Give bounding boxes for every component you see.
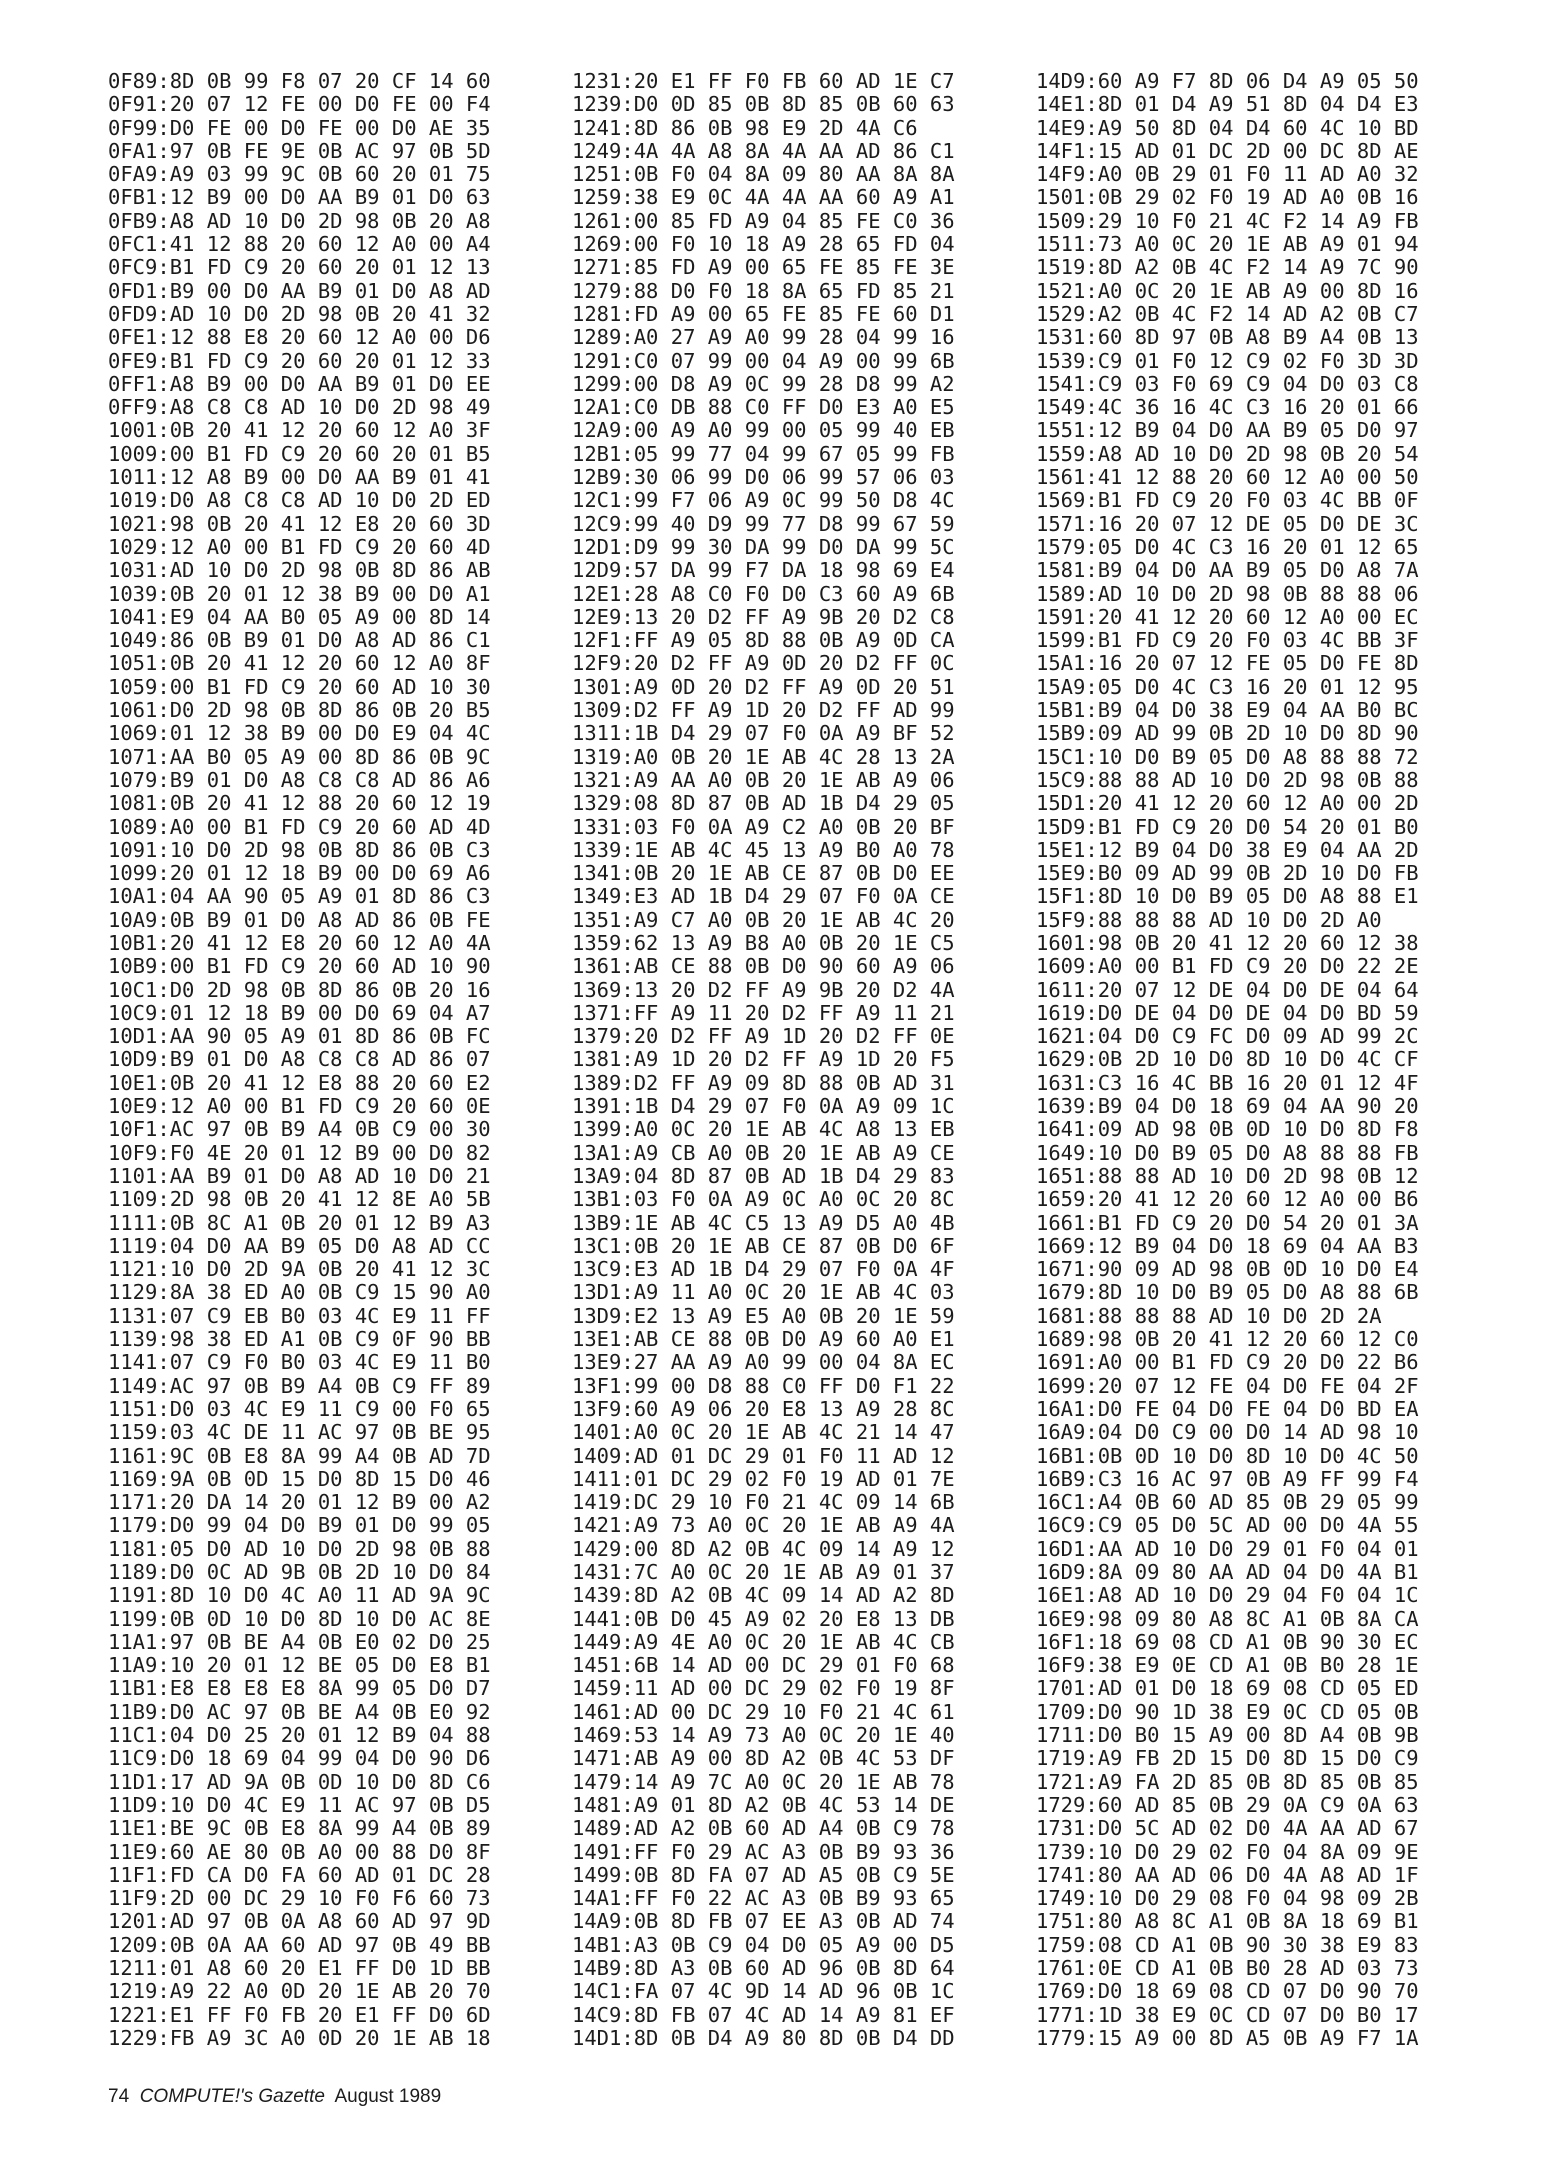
listing-line: 11D9:10 D0 4C E9 11 AC 97 0B D5 [108,1792,491,1817]
listing-line: 10D9:B9 01 D0 A8 C8 C8 AD 86 07 [108,1047,491,1072]
listing-line: 1521:A0 0C 20 1E AB A9 00 8D 16 [1036,278,1419,303]
listing-line: 12E9:13 20 D2 FF A9 9B 20 D2 C8 [572,604,955,629]
listing-line: 1629:0B 2D 10 D0 8D 10 D0 4C CF [1036,1047,1419,1072]
listing-line: 16C9:C9 05 D0 5C AD 00 D0 4A 55 [1036,1513,1419,1538]
listing-line: 1189:D0 0C AD 9B 0B 2D 10 D0 84 [108,1560,491,1584]
listing-column-1 [108,70,491,2050]
listing-line: 16B1:0B 0D 10 D0 8D 10 D0 4C 50 [1036,1443,1419,1468]
listing-line: 15F9:88 88 88 AD 10 D0 2D A0 [1036,907,1382,932]
listing-line: 1001:0B 20 41 12 20 60 12 A0 3F [108,418,491,443]
listing-line: 1059:00 B1 FD C9 20 60 AD 10 30 [108,674,491,699]
listing-line: 1769:D0 18 69 08 CD 07 D0 90 70 [1036,1979,1419,2004]
listing-line: 1259:38 E9 0C 4A 4A AA 60 A9 A1 [572,185,955,210]
listing-line: 12D9:57 DA 99 F7 DA 18 98 69 E4 [572,558,955,583]
listing-line: 15B9:09 AD 99 0B 2D 10 D0 8D 90 [1036,721,1419,746]
listing-line: 10E9:12 A0 00 B1 FD C9 20 60 0E [108,1094,491,1119]
listing-line: 14B9:8D A3 0B 60 AD 96 0B 8D 64 [572,1956,955,1981]
listing-line: 1691:A0 00 B1 FD C9 20 D0 22 B6 [1036,1350,1419,1375]
listing-line: 1199:0B 0D 10 D0 8D 10 D0 AC 8E [108,1606,491,1631]
listing-line: 1431:7C A0 0C 20 1E AB A9 01 37 [572,1560,955,1584]
listing-line: 0FE9:B1 FD C9 20 60 20 01 12 33 [108,348,491,373]
listing-line: 1179:D0 99 04 D0 B9 01 D0 99 05 [108,1513,491,1538]
listing-line: 10B1:20 41 12 E8 20 60 12 A0 4A [108,930,491,955]
listing-line: 13B1:03 F0 0A A9 0C A0 0C 20 8C [572,1187,955,1212]
listing-line: 13F1:99 00 D8 88 C0 FF D0 F1 22 [572,1373,955,1398]
listing-line: 10A1:04 AA 90 05 A9 01 8D 86 C3 [108,884,491,909]
listing-line: 16D1:AA AD 10 D0 29 01 F0 04 01 [1036,1536,1419,1561]
listing-line: 14A1:FF F0 22 AC A3 0B B9 93 65 [572,1886,955,1911]
listing-line: 0F91:20 07 12 FE 00 D0 FE 00 F4 [108,92,491,117]
listing-line: 14B1:A3 0B C9 04 D0 05 A9 00 D5 [572,1932,955,1957]
listing-line: 1011:12 A8 B9 00 D0 AA B9 01 41 [108,465,491,490]
listing-line: 1701:AD 01 D0 18 69 08 CD 05 ED [1036,1676,1419,1701]
listing-line: 11B1:E8 E8 E8 E8 8A 99 05 D0 D7 [108,1676,491,1701]
listing-line: 0FA1:97 0B FE 9E 0B AC 97 0B 5D [108,138,491,163]
listing-line: 12F9:20 D2 FF A9 0D 20 D2 FF 0C [572,651,955,676]
listing-line: 11E9:60 AE 80 0B A0 00 88 D0 8F [108,1839,491,1864]
listing-line: 1149:AC 97 0B B9 A4 0B C9 FF 89 [108,1373,491,1398]
listing-line: 15D1:20 41 12 20 60 12 A0 00 2D [1036,791,1419,816]
listing-line: 0F99:D0 FE 00 D0 FE 00 D0 AE 35 [108,115,491,140]
listing-line: 1751:80 A8 8C A1 0B 8A 18 69 B1 [1036,1909,1419,1934]
listing-line: 1641:09 AD 98 0B 0D 10 D0 8D F8 [1036,1117,1419,1142]
listing-line: 1399:A0 0C 20 1E AB 4C A8 13 EB [572,1117,955,1142]
listing-line: 16D9:8A 09 80 AA AD 04 D0 4A B1 [1036,1560,1419,1584]
listing-line: 1239:D0 0D 85 0B 8D 85 0B 60 63 [572,92,955,117]
listing-line: 1679:8D 10 D0 B9 05 D0 A8 88 6B [1036,1280,1419,1305]
listing-line: 15C1:10 D0 B9 05 D0 A8 88 88 72 [1036,744,1419,769]
listing-line: 1089:A0 00 B1 FD C9 20 60 AD 4D [108,814,491,839]
listing-line: 14D9:60 A9 F7 8D 06 D4 A9 05 50 [1036,69,1419,93]
listing-line: 15F1:8D 10 D0 B9 05 D0 A8 88 E1 [1036,884,1419,909]
listing-line: 1711:D0 B0 15 A9 00 8D A4 0B 9B [1036,1723,1419,1748]
listing-line: 1319:A0 0B 20 1E AB 4C 28 13 2A [572,744,955,769]
listing-line: 1301:A9 0D 20 D2 FF A9 0D 20 51 [572,674,955,699]
listing-line: 14F1:15 AD 01 DC 2D 00 DC 8D AE [1036,138,1419,163]
listing-line: 1389:D2 FF A9 09 8D 88 0B AD 31 [572,1070,955,1095]
magazine-title: COMPUTE!'s Gazette [139,2086,325,2107]
listing-line: 1529:A2 0B 4C F2 14 AD A2 0B C7 [1036,301,1419,326]
listing-line: 1219:A9 22 A0 0D 20 1E AB 20 70 [108,1979,491,2004]
listing-line: 1599:B1 FD C9 20 F0 03 4C BB 3F [1036,628,1419,653]
listing-line: 12A9:00 A9 A0 99 00 05 99 40 EB [572,418,955,443]
listing-line: 11D1:17 AD 9A 0B 0D 10 D0 8D C6 [108,1769,491,1794]
listing-line: 10C9:01 12 18 B9 00 D0 69 04 A7 [108,1000,491,1025]
listing-line: 1289:A0 27 A9 A0 99 28 04 99 16 [572,325,955,350]
listing-line: 1779:15 A9 00 8D A5 0B A9 F7 1A [1036,2025,1419,2050]
listing-line: 12B9:30 06 99 D0 06 99 57 06 03 [572,465,955,490]
listing-line: 1329:08 8D 87 0B AD 1B D4 29 05 [572,791,955,816]
listing-line: 1261:00 85 FD A9 04 85 FE C0 36 [572,208,955,233]
listing-line: 10B9:00 B1 FD C9 20 60 AD 10 90 [108,954,491,979]
listing-line: 10A9:0B B9 01 D0 A8 AD 86 0B FE [108,907,491,932]
listing-line: 1069:01 12 38 B9 00 D0 E9 04 4C [108,721,491,746]
listing-line: 1349:E3 AD 1B D4 29 07 F0 0A CE [572,884,955,909]
listing-line: 1129:8A 38 ED A0 0B C9 15 90 A0 [108,1280,491,1305]
listing-line: 1371:FF A9 11 20 D2 FF A9 11 21 [572,1000,955,1025]
listing-line: 1511:73 A0 0C 20 1E AB A9 01 94 [1036,232,1419,257]
listing-line: 1469:53 14 A9 73 A0 0C 20 1E 40 [572,1723,955,1748]
listing-line: 16E9:98 09 80 A8 8C A1 0B 8A CA [1036,1606,1419,1631]
listing-line: 16A9:04 D0 C9 00 D0 14 AD 98 10 [1036,1420,1419,1445]
listing-line: 1169:9A 0B 0D 15 D0 8D 15 D0 46 [108,1466,491,1491]
listing-line: 1369:13 20 D2 FF A9 9B 20 D2 4A [572,977,955,1002]
listing-line: 1049:86 0B B9 01 D0 A8 AD 86 C1 [108,628,491,653]
listing-line: 13E1:AB CE 88 0B D0 A9 60 A0 E1 [572,1327,955,1352]
listing-line: 11B9:D0 AC 97 0B BE A4 0B E0 92 [108,1699,491,1724]
listing-line: 1019:D0 A8 C8 C8 AD 10 D0 2D ED [108,488,491,513]
listing-line: 1669:12 B9 04 D0 18 69 04 AA B3 [1036,1233,1419,1258]
listing-line: 0FF9:A8 C8 C8 AD 10 D0 2D 98 49 [108,395,491,420]
listing-line: 1591:20 41 12 20 60 12 A0 00 EC [1036,604,1419,629]
listing-line: 0FF1:A8 B9 00 D0 AA B9 01 D0 EE [108,371,491,396]
listing-line: 1571:16 20 07 12 DE 05 D0 DE 3C [1036,511,1419,536]
listing-line: 16F1:18 69 08 CD A1 0B 90 30 EC [1036,1629,1419,1654]
listing-line: 1061:D0 2D 98 0B 8D 86 0B 20 B5 [108,698,491,723]
listing-line: 0FB9:A8 AD 10 D0 2D 98 0B 20 A8 [108,208,491,233]
listing-line: 1549:4C 36 16 4C C3 16 20 01 66 [1036,395,1419,420]
listing-line: 1721:A9 FA 2D 85 0B 8D 85 0B 85 [1036,1769,1419,1794]
listing-line: 1209:0B 0A AA 60 AD 97 0B 49 BB [108,1932,491,1957]
listing-line: 11F9:2D 00 DC 29 10 F0 F6 60 73 [108,1886,491,1911]
listing-line: 1031:AD 10 D0 2D 98 0B 8D 86 AB [108,558,491,583]
listing-line: 12C9:99 40 D9 99 77 D8 99 67 59 [572,511,955,536]
listing-line: 13A9:04 8D 87 0B AD 1B D4 29 83 [572,1163,955,1188]
listing-line: 1481:A9 01 8D A2 0B 4C 53 14 DE [572,1792,955,1817]
listing-line: 1759:08 CD A1 0B 90 30 38 E9 83 [1036,1932,1419,1957]
listing-line: 1359:62 13 A9 B8 A0 0B 20 1E C5 [572,930,955,955]
listing-line: 1581:B9 04 D0 AA B9 05 D0 A8 7A [1036,558,1419,583]
listing-line: 14C1:FA 07 4C 9D 14 AD 96 0B 1C [572,1979,955,2004]
listing-line: 1271:85 FD A9 00 65 FE 85 FE 3E [572,255,955,280]
listing-line: 14A9:0B 8D FB 07 EE A3 0B AD 74 [572,1909,955,1934]
listing-line: 1551:12 B9 04 D0 AA B9 05 D0 97 [1036,418,1419,443]
listing-line: 1009:00 B1 FD C9 20 60 20 01 B5 [108,441,491,466]
listing-line: 12B1:05 99 77 04 99 67 05 99 FB [572,441,955,466]
listing-line: 1139:98 38 ED A1 0B C9 0F 90 BB [108,1327,491,1352]
listing-line: 15A9:05 D0 4C C3 16 20 01 12 95 [1036,674,1419,699]
listing-line: 1519:8D A2 0B 4C F2 14 A9 7C 90 [1036,255,1419,280]
listing-line: 1439:8D A2 0B 4C 09 14 AD A2 8D [572,1583,955,1608]
listing-line: 1651:88 88 AD 10 D0 2D 98 0B 12 [1036,1163,1419,1188]
listing-line: 1619:D0 DE 04 D0 DE 04 D0 BD 59 [1036,1000,1419,1025]
listing-line: 1269:00 F0 10 18 A9 28 65 FD 04 [572,232,955,257]
listing-line: 15B1:B9 04 D0 38 E9 04 AA B0 BC [1036,698,1419,723]
listing-line: 1561:41 12 88 20 60 12 A0 00 50 [1036,465,1419,490]
listing-line: 1181:05 D0 AD 10 D0 2D 98 0B 88 [108,1536,491,1561]
listing-line: 1771:1D 38 E9 0C CD 07 D0 B0 17 [1036,2002,1419,2027]
listing-line: 1559:A8 AD 10 D0 2D 98 0B 20 54 [1036,441,1419,466]
listing-line: 1609:A0 00 B1 FD C9 20 D0 22 2E [1036,954,1419,979]
listing-line: 1689:98 0B 20 41 12 20 60 12 C0 [1036,1327,1419,1352]
listing-line: 1051:0B 20 41 12 20 60 12 A0 8F [108,651,491,676]
listing-line: 1411:01 DC 29 02 F0 19 AD 01 7E [572,1466,955,1491]
listing-line: 1441:0B D0 45 A9 02 20 E8 13 DB [572,1606,955,1631]
listing-line: 1099:20 01 12 18 B9 00 D0 69 A6 [108,861,491,886]
listing-line: 1579:05 D0 4C C3 16 20 01 12 65 [1036,534,1419,559]
listing-line: 1109:2D 98 0B 20 41 12 8E A0 5B [108,1187,491,1212]
listing-line: 1501:0B 29 02 F0 19 AD A0 0B 16 [1036,185,1419,210]
listing-line: 1729:60 AD 85 0B 29 0A C9 0A 63 [1036,1792,1419,1817]
listing-line: 13A1:A9 CB A0 0B 20 1E AB A9 CE [572,1140,955,1165]
listing-line: 13D1:A9 11 A0 0C 20 1E AB 4C 03 [572,1280,955,1305]
listing-line: 1221:E1 FF F0 FB 20 E1 FF D0 6D [108,2002,491,2027]
listing-line: 11A1:97 0B BE A4 0B E0 02 D0 25 [108,1629,491,1654]
listing-line: 15C9:88 88 AD 10 D0 2D 98 0B 88 [1036,767,1419,792]
listing-line: 1251:0B F0 04 8A 09 80 AA 8A 8A [572,162,955,187]
listing-line: 0FC1:41 12 88 20 60 12 A0 00 A4 [108,232,491,257]
listing-line: 1299:00 D8 A9 0C 99 28 D8 99 A2 [572,371,955,396]
listing-line: 1489:AD A2 0B 60 AD A4 0B C9 78 [572,1816,955,1841]
listing-line: 1639:B9 04 D0 18 69 04 AA 90 20 [1036,1094,1419,1119]
listing-line: 1531:60 8D 97 0B A8 B9 A4 0B 13 [1036,325,1419,350]
listing-line: 11F1:FD CA D0 FA 60 AD 01 DC 28 [108,1862,491,1887]
listing-line: 1161:9C 0B E8 8A 99 A4 0B AD 7D [108,1443,491,1468]
listing-line: 1539:C9 01 F0 12 C9 02 F0 3D 3D [1036,348,1419,373]
listing-line: 13C9:E3 AD 1B D4 29 07 F0 0A 4F [572,1257,955,1282]
listing-line: 1201:AD 97 0B 0A A8 60 AD 97 9D [108,1909,491,1934]
listing-line: 1401:A0 0C 20 1E AB 4C 21 14 47 [572,1420,955,1445]
listing-line: 1101:AA B9 01 D0 A8 AD 10 D0 21 [108,1163,491,1188]
listing-line: 1229:FB A9 3C A0 0D 20 1E AB 18 [108,2025,491,2050]
listing-line: 12C1:99 F7 06 A9 0C 99 50 D8 4C [572,488,955,513]
listing-line: 1719:A9 FB 2D 15 D0 8D 15 D0 C9 [1036,1746,1419,1771]
listing-line: 16C1:A4 0B 60 AD 85 0B 29 05 99 [1036,1490,1419,1515]
listing-line: 1081:0B 20 41 12 88 20 60 12 19 [108,791,491,816]
listing-line: 1479:14 A9 7C A0 0C 20 1E AB 78 [572,1769,955,1794]
listing-line: 1241:8D 86 0B 98 E9 2D 4A C6 [572,115,918,140]
listing-line: 1091:10 D0 2D 98 0B 8D 86 0B C3 [108,837,491,862]
listing-column-2 [572,70,955,2050]
listing-line: 1119:04 D0 AA B9 05 D0 A8 AD CC [108,1233,491,1258]
listing-line: 11E1:BE 9C 0B E8 8A 99 A4 0B 89 [108,1816,491,1841]
listing-line: 1459:11 AD 00 DC 29 02 F0 19 8F [572,1676,955,1701]
listing-line: 1391:1B D4 29 07 F0 0A A9 09 1C [572,1094,955,1119]
listing-line: 1499:0B 8D FA 07 AD A5 0B C9 5E [572,1862,955,1887]
listing-line: 1681:88 88 88 AD 10 D0 2D 2A [1036,1303,1382,1328]
listing-line: 1041:E9 04 AA B0 05 A9 00 8D 14 [108,604,491,629]
listing-column-3 [1036,70,1419,2050]
listing-line: 1341:0B 20 1E AB CE 87 0B D0 EE [572,861,955,886]
listing-line: 1661:B1 FD C9 20 D0 54 20 01 3A [1036,1210,1419,1235]
issue-date: August 1989 [334,2086,442,2107]
listing-line: 0FA9:A9 03 99 9C 0B 60 20 01 75 [108,162,491,187]
listing-line: 1281:FD A9 00 65 FE 85 FE 60 D1 [572,301,955,326]
listing-line: 14C9:8D FB 07 4C AD 14 A9 81 EF [572,2002,955,2027]
listing-line: 1171:20 DA 14 20 01 12 B9 00 A2 [108,1490,491,1515]
listing-line: 1449:A9 4E A0 0C 20 1E AB 4C CB [572,1629,955,1654]
listing-line: 13F9:60 A9 06 20 E8 13 A9 28 8C [572,1396,955,1421]
listing-line: 1351:A9 C7 A0 0B 20 1E AB 4C 20 [572,907,955,932]
listing-line: 1071:AA B0 05 A9 00 8D 86 0B 9C [108,744,491,769]
listing-line: 0FB1:12 B9 00 D0 AA B9 01 D0 63 [108,185,491,210]
listing-line: 1159:03 4C DE 11 AC 97 0B BE 95 [108,1420,491,1445]
page-number: 74 [108,2086,130,2107]
listing-line: 1731:D0 5C AD 02 D0 4A AA AD 67 [1036,1816,1419,1841]
listing-line: 1429:00 8D A2 0B 4C 09 14 A9 12 [572,1536,955,1561]
listing-line: 1191:8D 10 D0 4C A0 11 AD 9A 9C [108,1583,491,1608]
listing-line: 1419:DC 29 10 F0 21 4C 09 14 6B [572,1490,955,1515]
listing-line: 1739:10 D0 29 02 F0 04 8A 09 9E [1036,1839,1419,1864]
listing-line: 1131:07 C9 EB B0 03 4C E9 11 FF [108,1303,491,1328]
listing-line: 1631:C3 16 4C BB 16 20 01 12 4F [1036,1070,1419,1095]
listing-line: 1029:12 A0 00 B1 FD C9 20 60 4D [108,534,491,559]
listing-line: 1749:10 D0 29 08 F0 04 98 09 2B [1036,1886,1419,1911]
listing-line: 1461:AD 00 DC 29 10 F0 21 4C 61 [572,1699,955,1724]
listing-line: 1709:D0 90 1D 38 E9 0C CD 05 0B [1036,1699,1419,1724]
listing-line: 1621:04 D0 C9 FC D0 09 AD 99 2C [1036,1024,1419,1049]
listing-line: 1291:C0 07 99 00 04 A9 00 99 6B [572,348,955,373]
listing-line: 1659:20 41 12 20 60 12 A0 00 B6 [1036,1187,1419,1212]
listing-line: 11A9:10 20 01 12 BE 05 D0 E8 B1 [108,1653,491,1678]
listing-line: 0F89:8D 0B 99 F8 07 20 CF 14 60 [108,69,491,93]
listing-line: 1151:D0 03 4C E9 11 C9 00 F0 65 [108,1396,491,1421]
listing-line: 14D1:8D 0B D4 A9 80 8D 0B D4 DD [572,2025,955,2050]
listing-line: 10E1:0B 20 41 12 E8 88 20 60 E2 [108,1070,491,1095]
listing-line: 1141:07 C9 F0 B0 03 4C E9 11 B0 [108,1350,491,1375]
listing-line: 1471:AB A9 00 8D A2 0B 4C 53 DF [572,1746,955,1771]
listing-line: 1421:A9 73 A0 0C 20 1E AB A9 4A [572,1513,955,1538]
listing-line: 1569:B1 FD C9 20 F0 03 4C BB 0F [1036,488,1419,513]
listing-line: 15E9:B0 09 AD 99 0B 2D 10 D0 FB [1036,861,1419,886]
listing-line: 16B9:C3 16 AC 97 0B A9 FF 99 F4 [1036,1466,1419,1491]
listing-line: 1331:03 F0 0A A9 C2 A0 0B 20 BF [572,814,955,839]
listing-line: 1601:98 0B 20 41 12 20 60 12 38 [1036,930,1419,955]
listing-line: 1121:10 D0 2D 9A 0B 20 41 12 3C [108,1257,491,1282]
listing-line: 1321:A9 AA A0 0B 20 1E AB A9 06 [572,767,955,792]
listing-line: 1309:D2 FF A9 1D 20 D2 FF AD 99 [572,698,955,723]
listing-line: 1311:1B D4 29 07 F0 0A A9 BF 52 [572,721,955,746]
listing-line: 11C9:D0 18 69 04 99 04 D0 90 D6 [108,1746,491,1771]
listing-line: 1339:1E AB 4C 45 13 A9 B0 A0 78 [572,837,955,862]
listing-line: 1231:20 E1 FF F0 FB 60 AD 1E C7 [572,69,955,93]
listing-line: 16F9:38 E9 0E CD A1 0B B0 28 1E [1036,1653,1419,1678]
listing-line: 1589:AD 10 D0 2D 98 0B 88 88 06 [1036,581,1419,606]
listing-line: 1649:10 D0 B9 05 D0 A8 88 88 FB [1036,1140,1419,1165]
listing-line: 1361:AB CE 88 0B D0 90 60 A9 06 [572,954,955,979]
listing-line: 1039:0B 20 01 12 38 B9 00 D0 A1 [108,581,491,606]
listing-line: 1699:20 07 12 FE 04 D0 FE 04 2F [1036,1373,1419,1398]
listing-line: 1671:90 09 AD 98 0B 0D 10 D0 E4 [1036,1257,1419,1282]
listing-line: 1279:88 D0 F0 18 8A 65 FD 85 21 [572,278,955,303]
listing-line: 12F1:FF A9 05 8D 88 0B A9 0D CA [572,628,955,653]
listing-line: 1409:AD 01 DC 29 01 F0 11 AD 12 [572,1443,955,1468]
listing-line: 14E1:8D 01 D4 A9 51 8D 04 D4 E3 [1036,92,1419,117]
listing-line: 12E1:28 A8 C0 F0 D0 C3 60 A9 6B [572,581,955,606]
listing-line: 15D9:B1 FD C9 20 D0 54 20 01 B0 [1036,814,1419,839]
listing-line: 16E1:A8 AD 10 D0 29 04 F0 04 1C [1036,1583,1419,1608]
listing-line: 14E9:A9 50 8D 04 D4 60 4C 10 BD [1036,115,1419,140]
page-footer [108,2086,441,2108]
listing-line: 1249:4A 4A A8 8A 4A AA AD 86 C1 [572,138,955,163]
listing-line: 1451:6B 14 AD 00 DC 29 01 F0 68 [572,1653,955,1678]
listing-line: 0FC9:B1 FD C9 20 60 20 01 12 13 [108,255,491,280]
listing-line: 13C1:0B 20 1E AB CE 87 0B D0 6F [572,1233,955,1258]
listing-line: 13B9:1E AB 4C C5 13 A9 D5 A0 4B [572,1210,955,1235]
listing-line: 12A1:C0 DB 88 C0 FF D0 E3 A0 E5 [572,395,955,420]
listing-line: 1111:0B 8C A1 0B 20 01 12 B9 A3 [108,1210,491,1235]
listing-line: 16A1:D0 FE 04 D0 FE 04 D0 BD EA [1036,1396,1419,1421]
listing-line: 11C1:04 D0 25 20 01 12 B9 04 88 [108,1723,491,1748]
listing-line: 12D1:D9 99 30 DA 99 D0 DA 99 5C [572,534,955,559]
listing-line: 15E1:12 B9 04 D0 38 E9 04 AA 2D [1036,837,1419,862]
listing-line: 1491:FF F0 29 AC A3 0B B9 93 36 [572,1839,955,1864]
listing-line: 10D1:AA 90 05 A9 01 8D 86 0B FC [108,1024,491,1049]
listing-line: 0FE1:12 88 E8 20 60 12 A0 00 D6 [108,325,491,350]
listing-line: 1611:20 07 12 DE 04 D0 DE 04 64 [1036,977,1419,1002]
listing-line: 1021:98 0B 20 41 12 E8 20 60 3D [108,511,491,536]
listing-line: 10F1:AC 97 0B B9 A4 0B C9 00 30 [108,1117,491,1142]
listing-line: 15A1:16 20 07 12 FE 05 D0 FE 8D [1036,651,1419,676]
listing-line: 14F9:A0 0B 29 01 F0 11 AD A0 32 [1036,162,1419,187]
listing-line: 1379:20 D2 FF A9 1D 20 D2 FF 0E [572,1024,955,1049]
listing-line: 1381:A9 1D 20 D2 FF A9 1D 20 F5 [572,1047,955,1072]
listing-line: 10F9:F0 4E 20 01 12 B9 00 D0 82 [108,1140,491,1165]
listing-line: 0FD9:AD 10 D0 2D 98 0B 20 41 32 [108,301,491,326]
listing-line: 10C1:D0 2D 98 0B 8D 86 0B 20 16 [108,977,491,1002]
listing-line: 1761:0E CD A1 0B B0 28 AD 03 73 [1036,1956,1419,1981]
listing-line: 1079:B9 01 D0 A8 C8 C8 AD 86 A6 [108,767,491,792]
listing-line: 0FD1:B9 00 D0 AA B9 01 D0 A8 AD [108,278,491,303]
listing-line: 1541:C9 03 F0 69 C9 04 D0 03 C8 [1036,371,1419,396]
listing-line: 1211:01 A8 60 20 E1 FF D0 1D BB [108,1956,491,1981]
listing-line: 13E9:27 AA A9 A0 99 00 04 8A EC [572,1350,955,1375]
listing-line: 13D9:E2 13 A9 E5 A0 0B 20 1E 59 [572,1303,955,1328]
listing-line: 1741:80 AA AD 06 D0 4A A8 AD 1F [1036,1862,1419,1887]
listing-line: 1509:29 10 F0 21 4C F2 14 A9 FB [1036,208,1419,233]
